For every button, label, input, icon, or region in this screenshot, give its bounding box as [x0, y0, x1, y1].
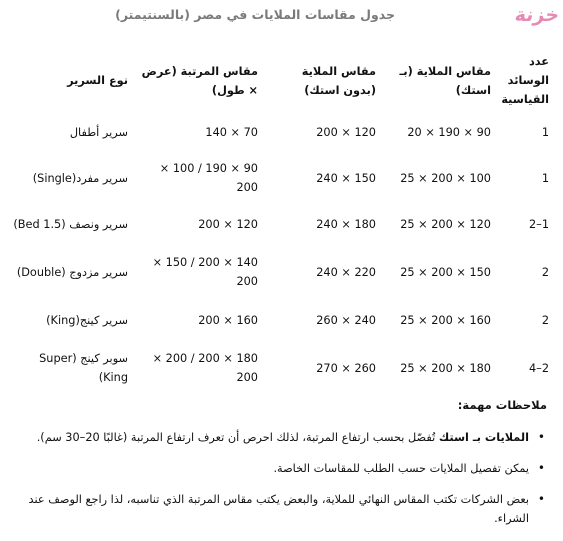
table-row — [5, 343, 553, 393]
cell-flat: 180 × 240 — [316, 217, 376, 231]
list-item — [11, 490, 545, 528]
cell-bed-type: سرير ونصف (1.5 Bed) — [13, 217, 128, 231]
table-row — [5, 201, 553, 247]
header-bed-type: نوع السرير — [67, 74, 128, 87]
cell-mattress: 160 × 200 — [198, 313, 258, 327]
header-flat-sheet: مقاس الملاية (بدون استك) — [301, 64, 376, 97]
cell-flat: 150 × 240 — [316, 171, 376, 185]
header-mattress: مقاس المرتبة (عرض × طول) — [141, 64, 258, 97]
table-row — [5, 109, 553, 155]
cell-bed-type: سوبر كينج (Super King) — [39, 352, 128, 384]
note-text: بعض الشركات تكتب المقاس النهائي للملاية، والبعض يكتب مقاس المرتبة الذي تناسبه، لذا راجع الوصف عند الشراء. — [28, 493, 529, 525]
cell-mattress: 140 × 200 / 150 × 200 — [152, 256, 258, 288]
bullet-icon: • — [537, 492, 545, 506]
note-emphasis: الملايات بـ استك — [438, 431, 529, 444]
table-header-row — [5, 52, 553, 109]
cell-bed-type: سرير أطفال — [69, 125, 128, 139]
cell-flat: 260 × 270 — [316, 361, 376, 375]
cell-pillows: 1 — [541, 171, 549, 185]
cell-fitted: 120 × 200 × 25 — [400, 217, 491, 231]
cell-bed-type: سرير كينج(King) — [46, 313, 128, 327]
page-title: جدول مقاسات الملايات في مصر (بالسنتيمتر) — [115, 7, 395, 22]
cell-fitted: 150 × 200 × 25 — [400, 265, 491, 279]
cell-fitted: 180 × 200 × 25 — [400, 361, 491, 375]
cell-flat: 240 × 260 — [316, 313, 376, 327]
cell-pillows: 1 — [541, 125, 549, 139]
table-row — [5, 247, 553, 297]
bullet-icon: • — [537, 430, 545, 444]
cell-pillows: 2 — [541, 265, 549, 279]
site-logo: خزنة — [513, 4, 561, 26]
header-fitted-sheet: مقاس الملاية (بـ استك) — [399, 64, 491, 97]
cell-bed-type: سرير مفرد(Single) — [32, 171, 128, 185]
table-row — [5, 297, 553, 343]
cell-pillows: 2–4 — [528, 361, 549, 375]
cell-mattress: 120 × 200 — [198, 217, 258, 231]
list-item — [11, 459, 545, 478]
cell-mattress: 70 × 140 — [205, 125, 258, 139]
cell-flat: 120 × 200 — [316, 125, 376, 139]
note-text: يمكن تفصيل الملايات حسب الطلب للمقاسات الخاصة. — [273, 462, 529, 475]
cell-mattress: 90 × 190 / 100 × 200 — [159, 162, 258, 194]
sheet-sizes-table — [5, 52, 553, 393]
cell-fitted: 90 × 190 × 20 — [407, 125, 491, 139]
cell-pillows: 2 — [541, 313, 549, 327]
header-pillows: عدد الوسائد القياسية — [501, 55, 549, 106]
notes-heading: ملاحظات مهمة: — [457, 398, 547, 412]
cell-mattress: 180 × 200 / 200 × 200 — [152, 352, 258, 384]
cell-fitted: 160 × 200 × 25 — [400, 313, 491, 327]
list-item — [11, 428, 545, 447]
cell-fitted: 100 × 200 × 25 — [400, 171, 491, 185]
notes-list — [11, 428, 545, 540]
table-row — [5, 155, 553, 201]
cell-pillows: 1–2 — [528, 217, 549, 231]
cell-flat: 220 × 240 — [316, 265, 376, 279]
bullet-icon: • — [537, 461, 545, 475]
cell-bed-type: سرير مزدوج (Double) — [16, 265, 128, 279]
note-text: تُفصّل بحسب ارتفاع المرتبة، لذلك احرص أن تعرف ارتفاع المرتبة (غالبًا 20–30 سم). — [36, 431, 439, 444]
